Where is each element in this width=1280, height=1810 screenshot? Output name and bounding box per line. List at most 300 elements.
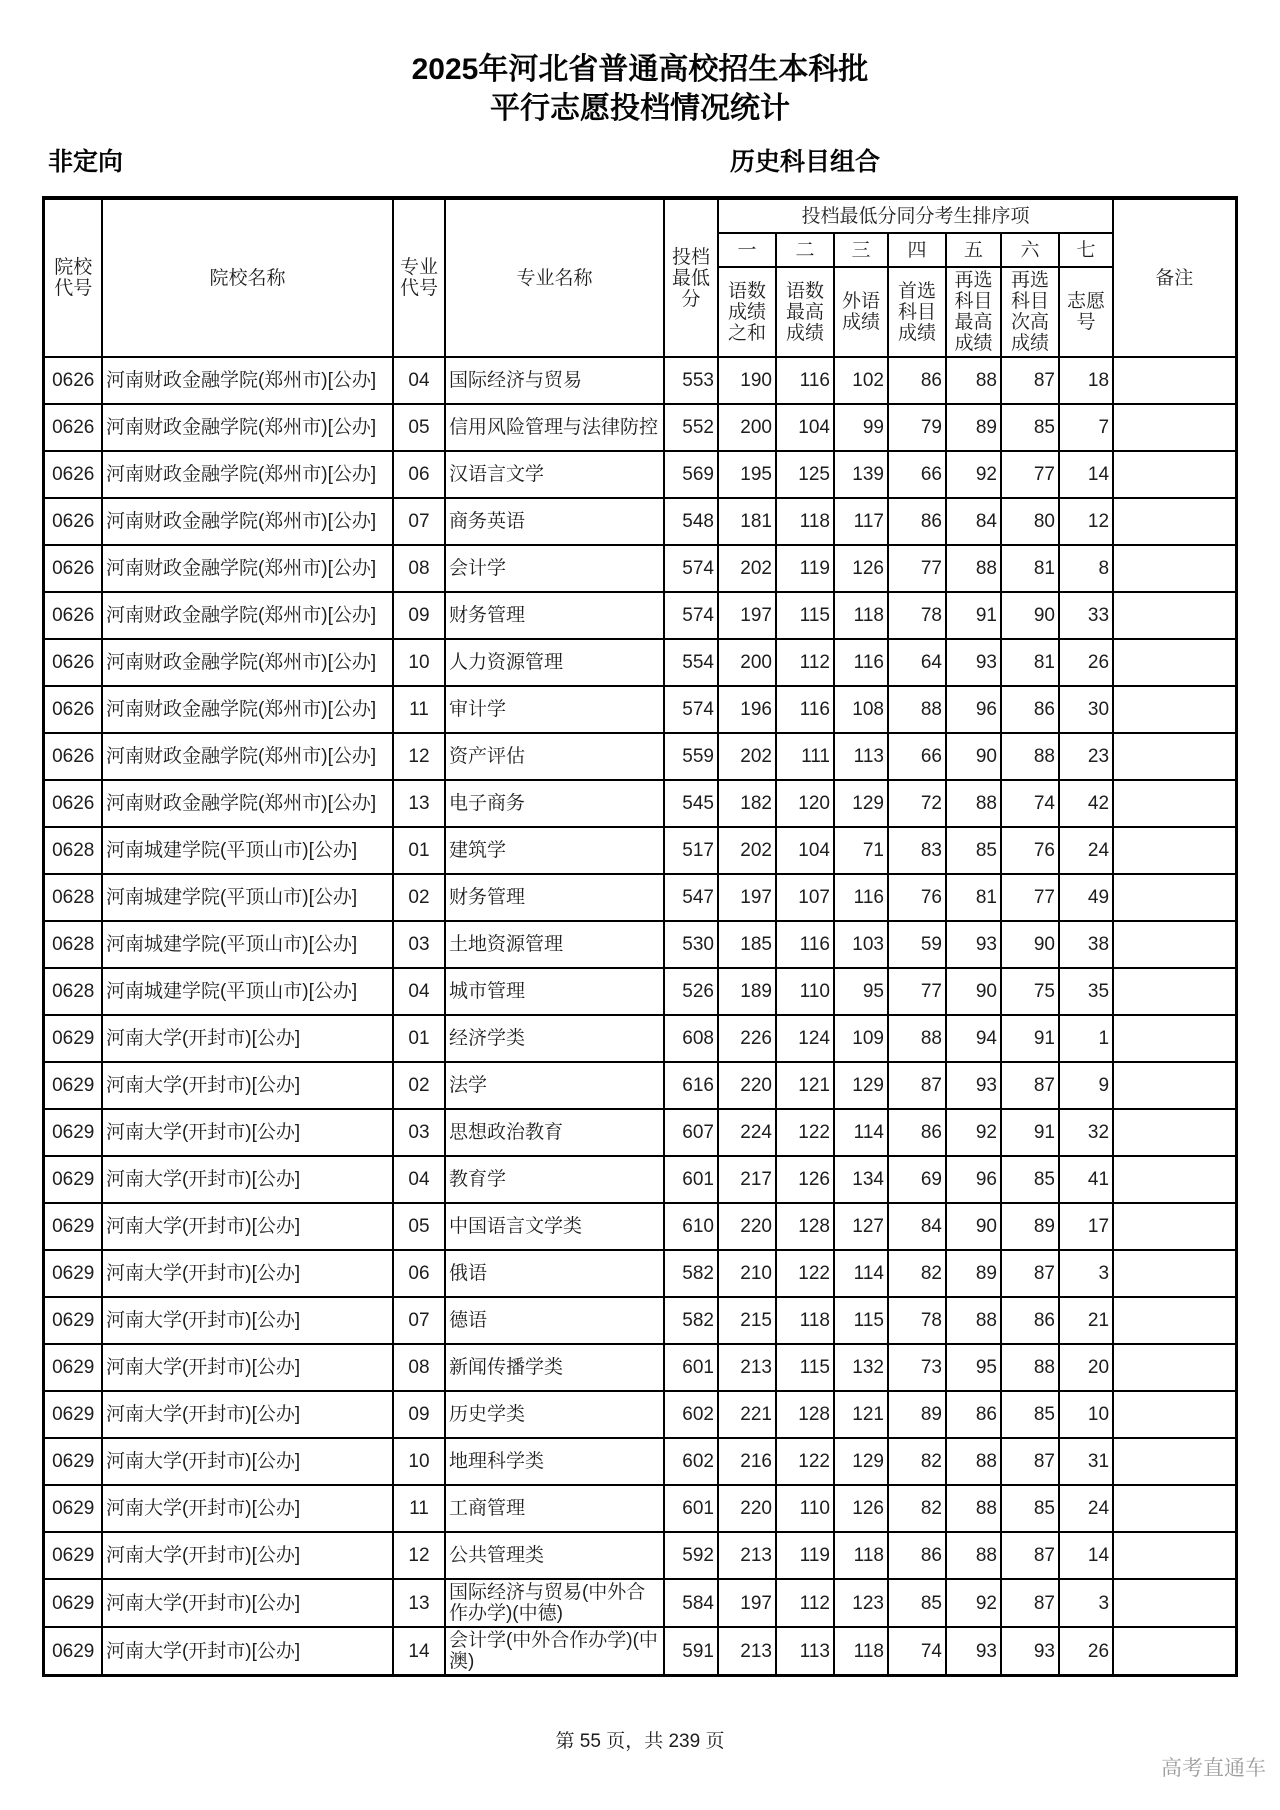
major-name-cell: 德语 xyxy=(445,1297,664,1344)
reselect-max-cell: 88 xyxy=(946,1532,1001,1579)
remark-cell xyxy=(1113,1438,1236,1485)
reselect-max-cell: 93 xyxy=(946,1062,1001,1109)
min-score-cell: 554 xyxy=(664,639,718,686)
volunteer-no-cell: 26 xyxy=(1059,639,1113,686)
primary-subject-cell: 87 xyxy=(888,1062,946,1109)
min-score-cell: 582 xyxy=(664,1250,718,1297)
table-row xyxy=(44,827,1236,874)
max-cn-math-cell: 115 xyxy=(776,1344,834,1391)
primary-subject-cell: 76 xyxy=(888,874,946,921)
reselect-max-cell: 92 xyxy=(946,1579,1001,1627)
major-code-cell: 04 xyxy=(393,1156,445,1203)
college-name-cell: 河南财政金融学院(郑州市)[公办] xyxy=(102,498,393,545)
max-cn-math-cell: 104 xyxy=(776,404,834,451)
reselect-max-cell: 88 xyxy=(946,1485,1001,1532)
major-code-cell: 13 xyxy=(393,780,445,827)
volunteer-no-cell: 23 xyxy=(1059,733,1113,780)
reselect-second-cell: 85 xyxy=(1001,1156,1059,1203)
max-cn-math-cell: 104 xyxy=(776,827,834,874)
college-name-cell: 河南大学(开封市)[公办] xyxy=(102,1156,393,1203)
college-code-cell: 0629 xyxy=(44,1627,102,1676)
reselect-max-cell: 96 xyxy=(946,1156,1001,1203)
major-name-cell: 教育学 xyxy=(445,1156,664,1203)
major-code-cell: 08 xyxy=(393,1344,445,1391)
sum-cn-math-cell: 202 xyxy=(718,733,776,780)
table-row xyxy=(44,1344,1236,1391)
max-cn-math-cell: 122 xyxy=(776,1109,834,1156)
volunteer-no-cell: 8 xyxy=(1059,545,1113,592)
foreign-lang-cell: 118 xyxy=(834,1532,888,1579)
foreign-lang-cell: 114 xyxy=(834,1109,888,1156)
sum-cn-math-cell: 217 xyxy=(718,1156,776,1203)
table-row xyxy=(44,1156,1236,1203)
min-score-cell: 601 xyxy=(664,1156,718,1203)
sum-cn-math-cell: 213 xyxy=(718,1627,776,1676)
major-name-cell: 财务管理 xyxy=(445,592,664,639)
header-tiebreak-label-7: 志愿号 xyxy=(1059,267,1113,357)
major-code-cell: 11 xyxy=(393,1485,445,1532)
primary-subject-cell: 72 xyxy=(888,780,946,827)
college-code-cell: 0628 xyxy=(44,874,102,921)
primary-subject-cell: 66 xyxy=(888,451,946,498)
volunteer-no-cell: 17 xyxy=(1059,1203,1113,1250)
reselect-second-cell: 87 xyxy=(1001,1579,1059,1627)
reselect-max-cell: 88 xyxy=(946,1297,1001,1344)
foreign-lang-cell: 71 xyxy=(834,827,888,874)
foreign-lang-cell: 95 xyxy=(834,968,888,1015)
major-code-cell: 09 xyxy=(393,1391,445,1438)
college-code-cell: 0629 xyxy=(44,1203,102,1250)
min-score-cell: 553 xyxy=(664,357,718,404)
reselect-second-cell: 88 xyxy=(1001,733,1059,780)
volunteer-no-cell: 42 xyxy=(1059,780,1113,827)
sum-cn-math-cell: 220 xyxy=(718,1203,776,1250)
foreign-lang-cell: 99 xyxy=(834,404,888,451)
min-score-cell: 574 xyxy=(664,592,718,639)
major-code-cell: 07 xyxy=(393,1297,445,1344)
major-code-cell: 14 xyxy=(393,1627,445,1676)
college-code-cell: 0626 xyxy=(44,545,102,592)
reselect-max-cell: 93 xyxy=(946,921,1001,968)
foreign-lang-cell: 108 xyxy=(834,686,888,733)
min-score-cell: 584 xyxy=(664,1579,718,1627)
sum-cn-math-cell: 202 xyxy=(718,827,776,874)
volunteer-no-cell: 3 xyxy=(1059,1250,1113,1297)
min-score-cell: 547 xyxy=(664,874,718,921)
major-name-cell: 信用风险管理与法律防控 xyxy=(445,404,664,451)
foreign-lang-cell: 117 xyxy=(834,498,888,545)
major-name-cell: 经济学类 xyxy=(445,1015,664,1062)
remark-cell xyxy=(1113,874,1236,921)
remark-cell xyxy=(1113,921,1236,968)
reselect-second-cell: 87 xyxy=(1001,357,1059,404)
remark-cell xyxy=(1113,498,1236,545)
volunteer-no-cell: 38 xyxy=(1059,921,1113,968)
foreign-lang-cell: 132 xyxy=(834,1344,888,1391)
reselect-max-cell: 86 xyxy=(946,1391,1001,1438)
max-cn-math-cell: 126 xyxy=(776,1156,834,1203)
table-row xyxy=(44,1438,1236,1485)
major-code-cell: 09 xyxy=(393,592,445,639)
min-score-cell: 602 xyxy=(664,1438,718,1485)
volunteer-no-cell: 49 xyxy=(1059,874,1113,921)
primary-subject-cell: 83 xyxy=(888,827,946,874)
reselect-max-cell: 88 xyxy=(946,357,1001,404)
foreign-lang-cell: 129 xyxy=(834,1438,888,1485)
college-name-cell: 河南财政金融学院(郑州市)[公办] xyxy=(102,686,393,733)
sum-cn-math-cell: 197 xyxy=(718,874,776,921)
min-score-cell: 574 xyxy=(664,686,718,733)
college-name-cell: 河南大学(开封市)[公办] xyxy=(102,1344,393,1391)
major-code-cell: 04 xyxy=(393,357,445,404)
sum-cn-math-cell: 226 xyxy=(718,1015,776,1062)
primary-subject-cell: 69 xyxy=(888,1156,946,1203)
college-name-cell: 河南大学(开封市)[公办] xyxy=(102,1627,393,1676)
college-name-cell: 河南财政金融学院(郑州市)[公办] xyxy=(102,451,393,498)
max-cn-math-cell: 110 xyxy=(776,968,834,1015)
remark-cell xyxy=(1113,451,1236,498)
college-code-cell: 0629 xyxy=(44,1062,102,1109)
volunteer-no-cell: 24 xyxy=(1059,827,1113,874)
reselect-max-cell: 88 xyxy=(946,1438,1001,1485)
max-cn-math-cell: 107 xyxy=(776,874,834,921)
sum-cn-math-cell: 190 xyxy=(718,357,776,404)
foreign-lang-cell: 102 xyxy=(834,357,888,404)
table-row xyxy=(44,733,1236,780)
remark-cell xyxy=(1113,1532,1236,1579)
major-name-cell: 历史学类 xyxy=(445,1391,664,1438)
remark-cell xyxy=(1113,1250,1236,1297)
page-title xyxy=(0,0,1280,128)
sum-cn-math-cell: 181 xyxy=(718,498,776,545)
min-score-cell: 607 xyxy=(664,1109,718,1156)
sum-cn-math-cell: 216 xyxy=(718,1438,776,1485)
reselect-second-cell: 85 xyxy=(1001,1391,1059,1438)
admission-table xyxy=(42,196,1237,1677)
reselect-second-cell: 88 xyxy=(1001,1344,1059,1391)
sum-cn-math-cell: 200 xyxy=(718,404,776,451)
major-code-cell: 12 xyxy=(393,1532,445,1579)
table-row xyxy=(44,1297,1236,1344)
header-tiebreak-label-6: 再选科目次高成绩 xyxy=(1001,267,1059,357)
table-row xyxy=(44,1109,1236,1156)
remark-cell xyxy=(1113,780,1236,827)
remark-cell xyxy=(1113,1156,1236,1203)
college-code-cell: 0629 xyxy=(44,1391,102,1438)
college-name-cell: 河南大学(开封市)[公办] xyxy=(102,1203,393,1250)
major-code-cell: 02 xyxy=(393,874,445,921)
college-code-cell: 0629 xyxy=(44,1109,102,1156)
college-name-cell: 河南财政金融学院(郑州市)[公办] xyxy=(102,357,393,404)
sum-cn-math-cell: 220 xyxy=(718,1485,776,1532)
remark-cell xyxy=(1113,1391,1236,1438)
volunteer-no-cell: 30 xyxy=(1059,686,1113,733)
remark-cell xyxy=(1113,827,1236,874)
remark-cell xyxy=(1113,1297,1236,1344)
primary-subject-cell: 89 xyxy=(888,1391,946,1438)
college-name-cell: 河南大学(开封市)[公办] xyxy=(102,1250,393,1297)
primary-subject-cell: 82 xyxy=(888,1438,946,1485)
reselect-second-cell: 76 xyxy=(1001,827,1059,874)
table-body xyxy=(44,357,1236,1676)
volunteer-no-cell: 32 xyxy=(1059,1109,1113,1156)
foreign-lang-cell: 115 xyxy=(834,1297,888,1344)
max-cn-math-cell: 118 xyxy=(776,498,834,545)
header-min-score: 投档最低分 xyxy=(664,198,718,357)
table-row xyxy=(44,1250,1236,1297)
major-code-cell: 05 xyxy=(393,404,445,451)
reselect-second-cell: 86 xyxy=(1001,1297,1059,1344)
college-code-cell: 0629 xyxy=(44,1485,102,1532)
table-header xyxy=(44,198,1236,357)
volunteer-no-cell: 3 xyxy=(1059,1579,1113,1627)
volunteer-no-cell: 21 xyxy=(1059,1297,1113,1344)
major-code-cell: 04 xyxy=(393,968,445,1015)
major-name-cell: 城市管理 xyxy=(445,968,664,1015)
remark-cell xyxy=(1113,733,1236,780)
sum-cn-math-cell: 196 xyxy=(718,686,776,733)
reselect-second-cell: 75 xyxy=(1001,968,1059,1015)
header-tiebreak-label-1: 语数成绩之和 xyxy=(718,267,776,357)
major-code-cell: 11 xyxy=(393,686,445,733)
min-score-cell: 530 xyxy=(664,921,718,968)
min-score-cell: 545 xyxy=(664,780,718,827)
volunteer-no-cell: 7 xyxy=(1059,404,1113,451)
college-name-cell: 河南大学(开封市)[公办] xyxy=(102,1485,393,1532)
max-cn-math-cell: 116 xyxy=(776,686,834,733)
reselect-max-cell: 90 xyxy=(946,1203,1001,1250)
foreign-lang-cell: 123 xyxy=(834,1579,888,1627)
major-code-cell: 07 xyxy=(393,498,445,545)
header-tiebreak-num-2: 二 xyxy=(776,233,834,267)
foreign-lang-cell: 116 xyxy=(834,639,888,686)
major-name-cell: 新闻传播学类 xyxy=(445,1344,664,1391)
table-row xyxy=(44,1062,1236,1109)
remark-cell xyxy=(1113,1109,1236,1156)
major-name-cell: 人力资源管理 xyxy=(445,639,664,686)
reselect-second-cell: 91 xyxy=(1001,1015,1059,1062)
major-name-cell: 资产评估 xyxy=(445,733,664,780)
reselect-max-cell: 92 xyxy=(946,1109,1001,1156)
max-cn-math-cell: 121 xyxy=(776,1062,834,1109)
foreign-lang-cell: 121 xyxy=(834,1391,888,1438)
reselect-max-cell: 89 xyxy=(946,1250,1001,1297)
college-name-cell: 河南城建学院(平顶山市)[公办] xyxy=(102,874,393,921)
sum-cn-math-cell: 215 xyxy=(718,1297,776,1344)
major-name-cell: 土地资源管理 xyxy=(445,921,664,968)
reselect-second-cell: 91 xyxy=(1001,1109,1059,1156)
sum-cn-math-cell: 185 xyxy=(718,921,776,968)
max-cn-math-cell: 116 xyxy=(776,921,834,968)
volunteer-no-cell: 20 xyxy=(1059,1344,1113,1391)
header-tiebreak-label-5: 再选科目最高成绩 xyxy=(946,267,1001,357)
min-score-cell: 601 xyxy=(664,1344,718,1391)
primary-subject-cell: 66 xyxy=(888,733,946,780)
remark-cell xyxy=(1113,1579,1236,1627)
reselect-second-cell: 81 xyxy=(1001,639,1059,686)
section-label-nondirectional: 非定向 xyxy=(48,148,124,176)
primary-subject-cell: 88 xyxy=(888,1015,946,1062)
volunteer-no-cell: 24 xyxy=(1059,1485,1113,1532)
sum-cn-math-cell: 195 xyxy=(718,451,776,498)
reselect-max-cell: 84 xyxy=(946,498,1001,545)
reselect-second-cell: 87 xyxy=(1001,1438,1059,1485)
college-code-cell: 0629 xyxy=(44,1579,102,1627)
major-name-cell: 法学 xyxy=(445,1062,664,1109)
major-code-cell: 13 xyxy=(393,1579,445,1627)
table-row xyxy=(44,1203,1236,1250)
primary-subject-cell: 85 xyxy=(888,1579,946,1627)
table-row xyxy=(44,968,1236,1015)
header-tiebreak-group: 投档最低分同分考生排序项 xyxy=(718,198,1113,233)
reselect-max-cell: 94 xyxy=(946,1015,1001,1062)
foreign-lang-cell: 103 xyxy=(834,921,888,968)
header-college-code: 院校代号 xyxy=(44,198,102,357)
reselect-max-cell: 85 xyxy=(946,827,1001,874)
major-name-cell: 会计学(中外合作办学)(中澳) xyxy=(445,1627,664,1676)
table-row xyxy=(44,451,1236,498)
college-code-cell: 0629 xyxy=(44,1344,102,1391)
major-code-cell: 06 xyxy=(393,1250,445,1297)
foreign-lang-cell: 129 xyxy=(834,1062,888,1109)
reselect-max-cell: 90 xyxy=(946,733,1001,780)
sum-cn-math-cell: 221 xyxy=(718,1391,776,1438)
major-code-cell: 12 xyxy=(393,733,445,780)
min-score-cell: 608 xyxy=(664,1015,718,1062)
major-code-cell: 03 xyxy=(393,921,445,968)
max-cn-math-cell: 124 xyxy=(776,1015,834,1062)
max-cn-math-cell: 112 xyxy=(776,639,834,686)
remark-cell xyxy=(1113,404,1236,451)
sum-cn-math-cell: 182 xyxy=(718,780,776,827)
remark-cell xyxy=(1113,968,1236,1015)
min-score-cell: 548 xyxy=(664,498,718,545)
college-code-cell: 0629 xyxy=(44,1532,102,1579)
college-name-cell: 河南城建学院(平顶山市)[公办] xyxy=(102,921,393,968)
primary-subject-cell: 77 xyxy=(888,968,946,1015)
min-score-cell: 526 xyxy=(664,968,718,1015)
reselect-second-cell: 77 xyxy=(1001,874,1059,921)
volunteer-no-cell: 1 xyxy=(1059,1015,1113,1062)
college-code-cell: 0629 xyxy=(44,1297,102,1344)
reselect-max-cell: 93 xyxy=(946,639,1001,686)
college-code-cell: 0629 xyxy=(44,1438,102,1485)
table-row xyxy=(44,1391,1236,1438)
remark-cell xyxy=(1113,357,1236,404)
remark-cell xyxy=(1113,639,1236,686)
foreign-lang-cell: 118 xyxy=(834,592,888,639)
volunteer-no-cell: 18 xyxy=(1059,357,1113,404)
reselect-max-cell: 90 xyxy=(946,968,1001,1015)
page-title-line1: 2025年河北省普通高校招生本科批 xyxy=(411,53,869,86)
major-name-cell: 俄语 xyxy=(445,1250,664,1297)
min-score-cell: 610 xyxy=(664,1203,718,1250)
major-name-cell: 思想政治教育 xyxy=(445,1109,664,1156)
primary-subject-cell: 86 xyxy=(888,357,946,404)
remark-cell xyxy=(1113,592,1236,639)
major-code-cell: 06 xyxy=(393,451,445,498)
college-code-cell: 0626 xyxy=(44,733,102,780)
reselect-second-cell: 80 xyxy=(1001,498,1059,545)
sum-cn-math-cell: 197 xyxy=(718,1579,776,1627)
table-row xyxy=(44,357,1236,404)
major-code-cell: 02 xyxy=(393,1062,445,1109)
max-cn-math-cell: 115 xyxy=(776,592,834,639)
reselect-second-cell: 81 xyxy=(1001,545,1059,592)
remark-cell xyxy=(1113,1627,1236,1676)
volunteer-no-cell: 33 xyxy=(1059,592,1113,639)
college-name-cell: 河南大学(开封市)[公办] xyxy=(102,1109,393,1156)
volunteer-no-cell: 26 xyxy=(1059,1627,1113,1676)
volunteer-no-cell: 14 xyxy=(1059,451,1113,498)
min-score-cell: 591 xyxy=(664,1627,718,1676)
min-score-cell: 602 xyxy=(664,1391,718,1438)
foreign-lang-cell: 139 xyxy=(834,451,888,498)
reselect-second-cell: 87 xyxy=(1001,1250,1059,1297)
major-name-cell: 中国语言文学类 xyxy=(445,1203,664,1250)
college-code-cell: 0629 xyxy=(44,1015,102,1062)
college-name-cell: 河南财政金融学院(郑州市)[公办] xyxy=(102,592,393,639)
table-row xyxy=(44,1627,1236,1676)
page-title-line2: 平行志愿投档情况统计 xyxy=(490,92,790,125)
sum-cn-math-cell: 200 xyxy=(718,639,776,686)
min-score-cell: 592 xyxy=(664,1532,718,1579)
major-code-cell: 01 xyxy=(393,827,445,874)
table-row xyxy=(44,686,1236,733)
watermark-text: 高考直通车 xyxy=(1161,1757,1266,1780)
college-name-cell: 河南财政金融学院(郑州市)[公办] xyxy=(102,733,393,780)
reselect-max-cell: 96 xyxy=(946,686,1001,733)
college-code-cell: 0626 xyxy=(44,357,102,404)
reselect-second-cell: 90 xyxy=(1001,592,1059,639)
page-number: 第 55 页，共 239 页 xyxy=(555,1731,725,1752)
college-name-cell: 河南大学(开封市)[公办] xyxy=(102,1297,393,1344)
reselect-second-cell: 85 xyxy=(1001,1485,1059,1532)
reselect-max-cell: 88 xyxy=(946,545,1001,592)
min-score-cell: 582 xyxy=(664,1297,718,1344)
major-name-cell: 汉语言文学 xyxy=(445,451,664,498)
max-cn-math-cell: 110 xyxy=(776,1485,834,1532)
table-row xyxy=(44,780,1236,827)
college-code-cell: 0626 xyxy=(44,592,102,639)
college-name-cell: 河南大学(开封市)[公办] xyxy=(102,1391,393,1438)
foreign-lang-cell: 114 xyxy=(834,1250,888,1297)
min-score-cell: 601 xyxy=(664,1485,718,1532)
min-score-cell: 559 xyxy=(664,733,718,780)
header-tiebreak-label-2: 语数最高成绩 xyxy=(776,267,834,357)
header-tiebreak-num-7: 七 xyxy=(1059,233,1113,267)
primary-subject-cell: 82 xyxy=(888,1250,946,1297)
min-score-cell: 569 xyxy=(664,451,718,498)
sum-cn-math-cell: 197 xyxy=(718,592,776,639)
min-score-cell: 616 xyxy=(664,1062,718,1109)
major-code-cell: 05 xyxy=(393,1203,445,1250)
reselect-max-cell: 92 xyxy=(946,451,1001,498)
primary-subject-cell: 82 xyxy=(888,1485,946,1532)
college-code-cell: 0628 xyxy=(44,968,102,1015)
college-name-cell: 河南大学(开封市)[公办] xyxy=(102,1015,393,1062)
college-name-cell: 河南大学(开封市)[公办] xyxy=(102,1579,393,1627)
primary-subject-cell: 84 xyxy=(888,1203,946,1250)
table-row xyxy=(44,498,1236,545)
reselect-max-cell: 95 xyxy=(946,1344,1001,1391)
volunteer-no-cell: 35 xyxy=(1059,968,1113,1015)
sum-cn-math-cell: 224 xyxy=(718,1109,776,1156)
major-name-cell: 公共管理类 xyxy=(445,1532,664,1579)
reselect-second-cell: 74 xyxy=(1001,780,1059,827)
remark-cell xyxy=(1113,1015,1236,1062)
reselect-second-cell: 77 xyxy=(1001,451,1059,498)
